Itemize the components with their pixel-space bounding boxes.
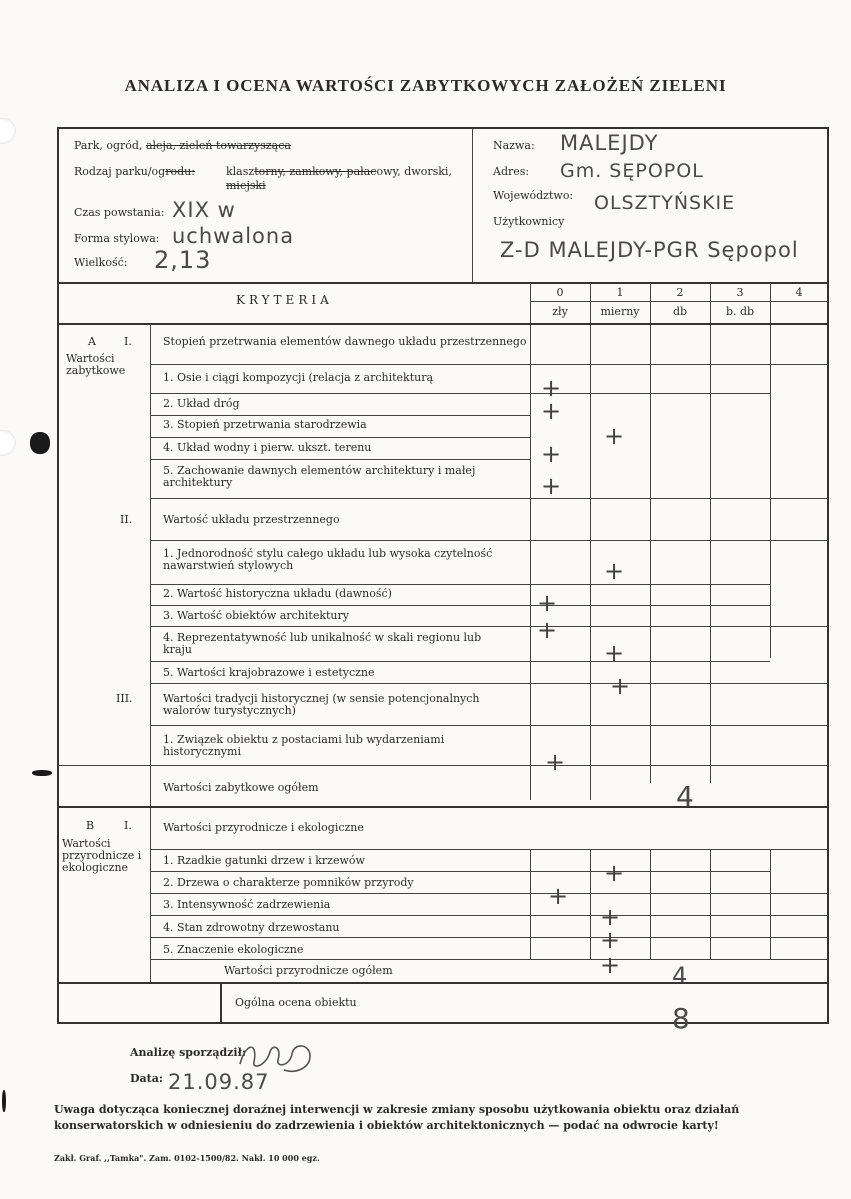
mark-g2-5: +	[610, 672, 631, 700]
czas-value: XIX w	[172, 198, 236, 222]
score-0: 0	[556, 286, 564, 299]
score-4: 4	[795, 286, 803, 299]
row-line	[150, 959, 828, 960]
park-field: Park, ogród, aleja, zieleń towarzysząca	[74, 139, 291, 152]
row-line	[150, 725, 828, 726]
score-3: 3	[736, 286, 744, 299]
mark-g3-1: +	[545, 748, 566, 776]
score-1: 1	[616, 286, 624, 299]
b-item-2: 2. Drzewa o charakterze pomników przyrody	[163, 876, 414, 889]
row-line	[150, 605, 770, 606]
row-line	[150, 893, 828, 894]
b-total-value: 4	[672, 962, 689, 990]
mark-b-3: +	[600, 903, 621, 931]
adres-value: Gm. SĘPOPOL	[560, 160, 704, 182]
score-name-bdb: b. db	[725, 305, 755, 318]
b-col-line-2	[650, 849, 651, 959]
page-title: ANALIZA I OCENA WARTOŚCI ZABYTKOWYCH ZAŁOŻEŃ ZIELENI	[124, 76, 727, 95]
b-item-3: 3. Intensywność zadrzewienia	[163, 898, 331, 911]
rodzaj-options: klasztorny, zamkowy, pałacowy, dworski,	[226, 165, 452, 178]
forma-label: Forma stylowa:	[74, 232, 160, 245]
g2-item-2: 2. Wartość historyczna układu (dawność)	[163, 587, 392, 600]
date-label: Data:	[130, 1072, 163, 1085]
header-divider	[472, 128, 473, 283]
row-line	[150, 437, 530, 438]
mark-g2-3: +	[537, 616, 558, 644]
g1-item-4: 4. Układ wodny i pierw. ukszt. terenu	[163, 441, 372, 454]
date-value: 21.09.87	[168, 1070, 270, 1094]
mark-g2-1: +	[604, 557, 625, 585]
mark-b-4: +	[600, 926, 621, 954]
print-info: Zakł. Graf. ,,Tamka". Zam. 0102-1500/82. Nakł. 10 000 egz.	[54, 1153, 320, 1163]
row-line	[57, 765, 828, 766]
group1-title: Stopień przetrwania elementów dawnego układu przestrzennego	[163, 335, 527, 348]
score-header-mid	[530, 301, 828, 302]
score-name-mierny: mierny	[600, 305, 640, 318]
header-bottom-line	[57, 282, 829, 284]
uzytkownicy-label: Użytkownicy	[493, 215, 565, 228]
overall-value: 8	[672, 1002, 691, 1035]
b-col-line-0	[530, 849, 531, 959]
overall-left-line	[220, 982, 222, 1024]
mark-g2-2: +	[537, 589, 558, 617]
row-line	[150, 498, 828, 499]
a-total-label: Wartości zabytkowe ogółem	[163, 781, 319, 794]
group3-title: Wartości tradycji historycznej (w sensie potencjonalnych walorów turystycznych)	[163, 692, 480, 717]
adres-label: Adres:	[493, 165, 530, 178]
ink-blot	[32, 770, 52, 776]
rodzaj-field-label: Rodzaj parku/ogrodu:	[74, 165, 195, 178]
g1-item-2: 2. Układ dróg	[163, 397, 240, 410]
score-name-db: db	[672, 305, 688, 318]
nazwa-label: Nazwa:	[493, 139, 535, 152]
row-line	[150, 661, 770, 662]
row-line	[150, 849, 828, 850]
row-line	[150, 626, 828, 627]
wojewodztwo-value: OLSZTYŃSKIE	[594, 192, 736, 214]
section-b-label: Wartości przyrodnicze i ekologiczne	[62, 837, 142, 874]
group2-title: Wartość układu przestrzennego	[163, 513, 340, 526]
mark-b-1: +	[604, 859, 625, 887]
b-group-title: Wartości przyrodnicze i ekologiczne	[163, 821, 364, 834]
wielkosc-label: Wielkość:	[74, 256, 128, 269]
punch-hole	[0, 430, 16, 456]
row-line	[150, 937, 828, 938]
col-line-2	[650, 283, 651, 783]
row-line	[150, 540, 828, 541]
row-line	[150, 364, 828, 365]
b-col-line-4	[770, 849, 771, 959]
kryteria-bottom-line	[57, 323, 829, 325]
a-total-value: 4	[676, 780, 695, 813]
col-line-3	[710, 283, 711, 783]
score-name-zly: zły	[552, 305, 568, 318]
row-line	[150, 683, 828, 684]
col-line-0	[530, 283, 531, 800]
wojewodztwo-label: Województwo:	[493, 189, 574, 202]
g2-item-4: 4. Reprezentatywność lub unikalność w skali regionu lub kraju	[163, 631, 482, 656]
mark-g1-3: +	[604, 422, 625, 450]
b-item-5: 5. Znaczenie ekologiczne	[163, 943, 304, 956]
b-col-line-3	[710, 849, 711, 959]
nazwa-value: MALEJDY	[560, 131, 659, 155]
section-a-bottom	[57, 806, 829, 808]
kryteria-header: KRYTERIA	[236, 293, 333, 307]
footer-note: Uwaga dotycząca koniecznej doraźnej interwencji w zakresie zmiany sposobu użytkowania obiektu oraz działań konserwatorskich w odniesieniu do zadrzewienia i obiektów architektonicznych — podać na odwrocie karty!	[54, 1103, 740, 1132]
overall-label: Ogólna ocena obiektu	[235, 996, 357, 1009]
mark-g1-4: +	[541, 440, 562, 468]
section-a-letter: A	[88, 335, 96, 348]
row-line	[150, 459, 530, 460]
section-a-numeral-2: II.	[120, 513, 133, 526]
mark-g1-5: +	[541, 472, 562, 500]
g1-item-3: 3. Stopień przetrwania starodrzewia	[163, 418, 367, 431]
uzytkownicy-value: Z-D MALEJDY-PGR Sępopol	[500, 238, 799, 262]
mark-g1-2: +	[541, 397, 562, 425]
section-a-numeral-3: III.	[116, 692, 133, 705]
mark-b-5: +	[600, 951, 621, 979]
g2-item-5: 5. Wartości krajobrazowe i estetyczne	[163, 666, 375, 679]
forma-value: uchwalona	[172, 224, 295, 248]
row-line	[150, 415, 530, 416]
mark-b-2: +	[548, 882, 569, 910]
punch-hole	[0, 118, 16, 144]
b-col-line-1	[590, 849, 591, 959]
rodzaj-option-miejski: miejski	[226, 179, 266, 192]
b-item-1: 1. Rzadkie gatunki drzew i krzewów	[163, 854, 365, 867]
row-line	[150, 584, 770, 585]
b-item-4: 4. Stan zdrowotny drzewostanu	[163, 921, 340, 934]
g1-item-1: 1. Osie i ciągi kompozycji (relacja z architekturą	[163, 371, 434, 384]
score-2: 2	[676, 286, 684, 299]
section-b-letter: B	[86, 819, 95, 832]
row-line	[150, 915, 828, 916]
g1-item-5: 5. Zachowanie dawnych elementów architektury i małej architektury	[163, 464, 476, 489]
ink-blot	[2, 1090, 6, 1112]
ink-blot	[30, 432, 50, 454]
b-total-label: Wartości przyrodnicze ogółem	[224, 964, 393, 977]
section-b-numeral: I.	[124, 819, 132, 832]
row-line	[150, 393, 770, 394]
col-line-4	[770, 283, 771, 658]
section-b-bottom	[57, 982, 829, 984]
wielkosc-value: 2,13	[154, 246, 212, 274]
section-a-numeral: I.	[124, 335, 132, 348]
mark-g1-1: +	[541, 374, 562, 402]
czas-label: Czas powstania:	[74, 206, 165, 219]
prepared-label: Analizę sporządził:	[130, 1046, 246, 1059]
g2-item-1: 1. Jednorodność stylu całego układu lub wysoka czytelność nawarstwień stylowych	[163, 547, 493, 572]
label-col-line	[150, 323, 151, 983]
row-line	[150, 871, 770, 872]
col-line-1	[590, 283, 591, 800]
section-a-label: Wartości zabytkowe	[66, 352, 126, 377]
g3-item-1: 1. Związek obiektu z postaciami lub wydarzeniami historycznymi	[163, 733, 445, 758]
g2-item-3: 3. Wartość obiektów architektury	[163, 609, 349, 622]
mark-g2-4: +	[604, 639, 625, 667]
